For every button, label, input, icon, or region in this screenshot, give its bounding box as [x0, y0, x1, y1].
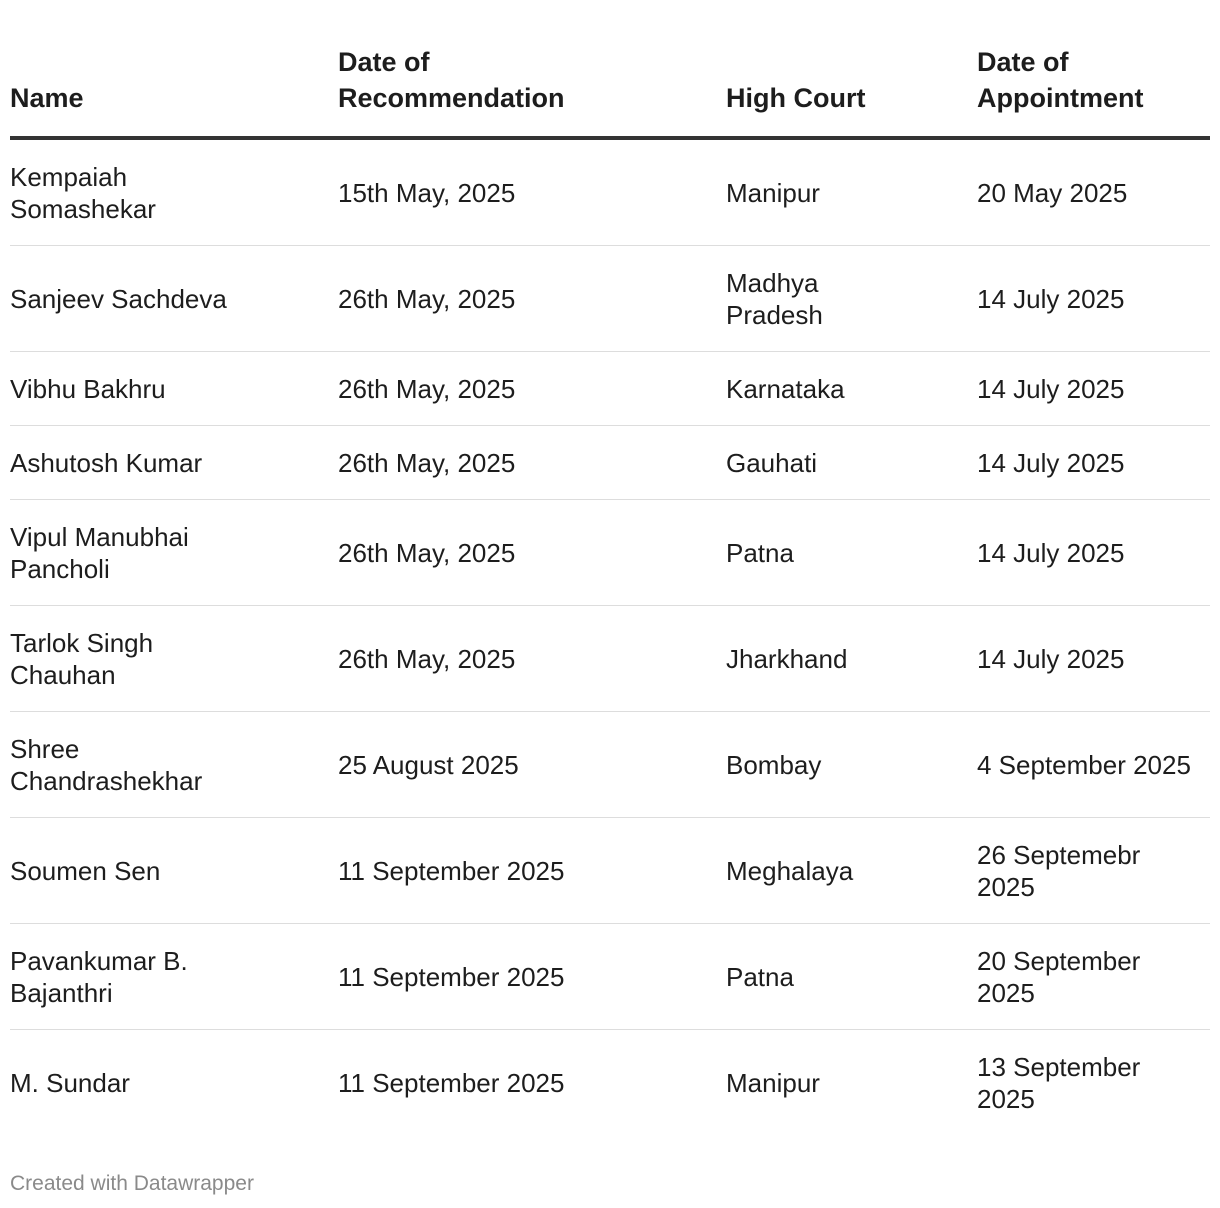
cell-name: Sanjeev Sachdeva: [10, 246, 338, 352]
cell-name: Ashutosh Kumar: [10, 426, 338, 500]
header-date-of-appointment: Date of Appointment: [977, 44, 1210, 138]
table-row: [10, 138, 1210, 246]
cell-court: Karnataka: [726, 352, 977, 426]
cell-recommendation: 11 September 2025: [338, 1067, 565, 1098]
cell-court: Jharkhand: [726, 606, 977, 712]
header-date-of-recommendation: Date of Recommendation: [338, 44, 726, 138]
cell-appointment: 14 July 2025: [977, 246, 1210, 352]
header-name: Name: [10, 44, 338, 138]
cell-recommendation: 11 September 2025: [338, 924, 726, 1030]
cell-appointment: 14 July 2025: [977, 352, 1210, 426]
cell-court: Madhya Pradesh: [726, 246, 977, 352]
table-row: [10, 712, 1210, 818]
cell-court: Manipur: [726, 1067, 820, 1098]
cell-name: Kempaiah Somashekar: [10, 138, 338, 246]
header-high-court: High Court: [726, 44, 977, 138]
cell-court: Bombay: [726, 712, 977, 818]
cell-appointment: 14 July 2025: [977, 426, 1210, 500]
table-row: [10, 500, 1210, 606]
cell-name: Soumen Sen: [10, 818, 338, 924]
cell-appointment: 26 Septemebr 2025: [977, 818, 1210, 924]
table-header: [10, 44, 1210, 138]
cell-recommendation: 15th May, 2025: [338, 138, 726, 246]
cell-name: Vibhu Bakhru: [10, 352, 338, 426]
cell-recommendation: 26th May, 2025: [338, 606, 726, 712]
cell-appointment: 20 May 2025: [977, 138, 1210, 246]
cell-court: Manipur: [726, 138, 977, 246]
table-row: [10, 1030, 1210, 1136]
cell-appointment: 20 September 2025: [977, 924, 1210, 1030]
cell-name: Tarlok Singh Chauhan: [10, 606, 338, 712]
table-row: [10, 246, 1210, 352]
table-row: [10, 606, 1210, 712]
cell-recommendation: 11 September 2025: [338, 818, 726, 924]
cell-court: Gauhati: [726, 426, 977, 500]
cell-recommendation: 26th May, 2025: [338, 246, 726, 352]
cell-court: Patna: [726, 924, 977, 1030]
cell-name: Pavankumar B. Bajanthri: [10, 924, 338, 1030]
cell-appointment: 14 July 2025: [977, 606, 1210, 712]
appointments-table: [10, 44, 1210, 1135]
table-row: [10, 818, 1210, 924]
datawrapper-credit[interactable]: Created with Datawrapper: [10, 1172, 254, 1195]
cell-recommendation: 26th May, 2025: [338, 500, 726, 606]
table-body: [10, 138, 1210, 1135]
cell-recommendation: 26th May, 2025: [338, 352, 726, 426]
cell-appointment: 14 July 2025: [977, 500, 1210, 606]
table-row: [10, 426, 1210, 500]
cell-name: Shree Chandrashekhar: [10, 712, 338, 818]
header-row: [10, 44, 1210, 138]
cell-name: Vipul Manubhai Pancholi: [10, 500, 338, 606]
cell-name: M. Sundar: [10, 1067, 130, 1098]
cell-appointment: 4 September 2025: [977, 712, 1210, 818]
cell-recommendation: 26th May, 2025: [338, 426, 726, 500]
appointments-table-container: [10, 44, 1210, 1135]
table-row: [10, 924, 1210, 1030]
table-row: [10, 352, 1210, 426]
cell-recommendation: 25 August 2025: [338, 712, 726, 818]
cell-court: Meghalaya: [726, 818, 977, 924]
cell-court: Patna: [726, 500, 977, 606]
cell-appointment: 13 September 2025: [977, 1051, 1141, 1114]
